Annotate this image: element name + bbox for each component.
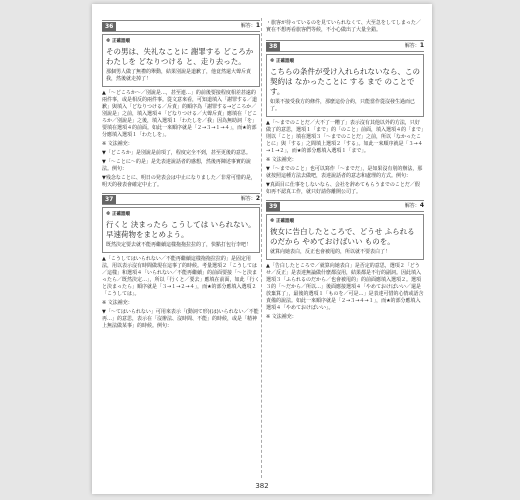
answer-value: 4	[419, 202, 424, 209]
correct-order-label: ※ 正確語順	[106, 212, 130, 217]
explanation: ▲「～どころか～／別說是…，甚至連…」的前後要接程度相差甚遠的兩件事，或是相反的兩件事。從文意來看，可知道填入「謝罪する／道歉」與填入「どなりつける／斥責」的順序為「謝罪する→どころか／別說是」之前，填入選項４「どなりつける／大聲斥責」應填在「どころか／別說是」之後，填入選項１「わたしを／我」因為無助詞「を」要填在選項４的前面。如此一來順序就是「２→３→１→４」，而★的部分應填入選項１「わたしを」。	[102, 90, 258, 138]
explanation: ▲「こうしてはいられない／不能再繼續這樣拖拖拉拉的」是固定用法，用以表示沒有時間做現在這事了的時候。考量選項２「こうしては／這樣」和選項４「いられない／不能再繼續」的前面要接「～と決まったら／既然決定…」，所以「行くと／要去」應填在前面，如此「行くと決まったら」順序就是「３→１→２→４」，而★的部分應填入選項２「こうしては」。	[102, 256, 260, 297]
question-number: 36	[102, 22, 116, 31]
correct-order-label: ※ 正確語順	[270, 59, 294, 64]
sentence: こちらの条件が受け入れられないなら、この契約は なかったことに する まで のことです。	[270, 67, 420, 96]
example-sentence: ▼真面目に仕事をしないなら、会社を辞めてもらうまでのことだ／假如再不認真工作，就只好請你離開公司了。	[266, 182, 420, 195]
answer-label: 解答：2	[240, 195, 260, 202]
sentence: その男は、失礼なことに 謝罪する どころか わたしを どなりつける と、走り去った。	[106, 47, 254, 66]
answer-value: 1	[255, 22, 260, 29]
question-38-header	[266, 40, 424, 52]
page-number: 382	[255, 482, 269, 490]
question-number: 38	[266, 42, 280, 51]
answer-value: 1	[419, 42, 424, 49]
example-sentence: ▼残念なことに、明日の発表会は中止になりました／非常可惜的是，明天的發表會確定中止了。	[102, 175, 256, 188]
grammar-note-label: ※ 文法補充：	[266, 157, 297, 163]
sentence: 行くと 決まったら こうしては いられない。早速荷物をまとめよう。	[106, 220, 256, 239]
explanation: ▲「～までのことだ／大不了一糟了」表示沒有其他以外的方法，只好做了的意思，選項１「まで」的「のこと」前面，填入選項４的「まで」則以「こと」填在選項３「～までのことだ」之前，所以「なかったことに」與「する」之間填上選項２「する」。如此一來順序就是「３→４→１→２」，而★的部分應填入選項１「まで」。	[266, 120, 424, 154]
question-39-box	[266, 214, 424, 260]
book-page	[92, 4, 432, 494]
question-37-header	[102, 193, 260, 205]
translation: 既然決定要去就不能再繼續這樣拖拖拉拉的了，快點打包行李吧！	[106, 242, 252, 248]
grammar-note: ▼「～てはいられない」可用來表示「(動詞て形)(は)いられない／不能再…」的意思，表示在「沒辦法、沒時間、不能」的時候，或是「精神上無法做某事」的時候。例句：	[102, 309, 259, 329]
question-39-header	[266, 200, 424, 212]
correct-order-label: ※ 正確語順	[270, 219, 294, 224]
example-sentence: ・旅客が待っているのを見ていられなくて、大至急をしてしまった／實在不想再看旅客們等候，不小心做出了大量全錯。	[266, 20, 421, 33]
grammar-note: ▼「～までのこと」也可以寫作「～までだ」，是如果沒有別的辦法，那就按照這種方法去做吧，表達說話者的意志和處理的方式。例句：	[266, 166, 423, 179]
left-column	[102, 20, 260, 332]
question-number: 37	[102, 195, 116, 204]
translation: 就算向她表白，反正也會被甩的，所以就不要表白了！	[270, 249, 391, 255]
right-column	[266, 20, 424, 323]
translation: 那個男人做了無禮的舉動，結果別說是道歉了，他竟然還大聲斥責我，然後就走掉了！	[106, 69, 252, 82]
grammar-note-label: ※ 文法補充：	[102, 141, 133, 147]
grammar-note: ▼「どころか」是別說是前項了，程度完全不到，甚至更後的意思。	[102, 150, 251, 156]
grammar-note: ▼「～ことに～的是」是先表達說話者的感想，然後再陳述事實的說法。例句：	[102, 159, 251, 172]
question-37-box	[102, 207, 260, 253]
grammar-note-label: ※ 文法補充：	[266, 314, 297, 320]
correct-order-label: ※ 正確語順	[106, 39, 130, 44]
question-38-box	[266, 54, 424, 117]
explanation: ▲「告白したところで／就算向她表白」是否定的意思，選項２「どうせ／反正」是表達無論做什麼都沒用，結果都是不行的副詞。因此填入選項３「ふられるのだから／也會被甩的」的前面應填入選項２。選項３的「～だから／所以…」後面應接選項４「やめておけばいい／還是放棄算了」，最後的選項１「ものを／可是…」是表達可惜的心情或語含責備的說法。如此一來順序就是「２→３→４→１」，而★的部分應填入選項４「やめておけばいい」。	[266, 263, 424, 311]
question-36-header	[102, 20, 260, 32]
question-36-box	[102, 34, 260, 87]
translation: 如果不接受我方的條件，那麼這份合約，只能當作從沒發生過而已了。	[270, 99, 416, 112]
answer-label: 解答：1	[240, 22, 260, 29]
answer-label: 解答：4	[404, 202, 424, 209]
question-number: 39	[266, 202, 280, 211]
sentence: 彼女に告白したところで、どうせ ふられるのだから やめておけばいい ものを。	[270, 227, 415, 246]
grammar-note-label: ※ 文法補充：	[102, 300, 133, 306]
answer-label: 解答：1	[404, 42, 424, 49]
answer-value: 2	[255, 195, 260, 202]
column-divider	[261, 18, 262, 478]
